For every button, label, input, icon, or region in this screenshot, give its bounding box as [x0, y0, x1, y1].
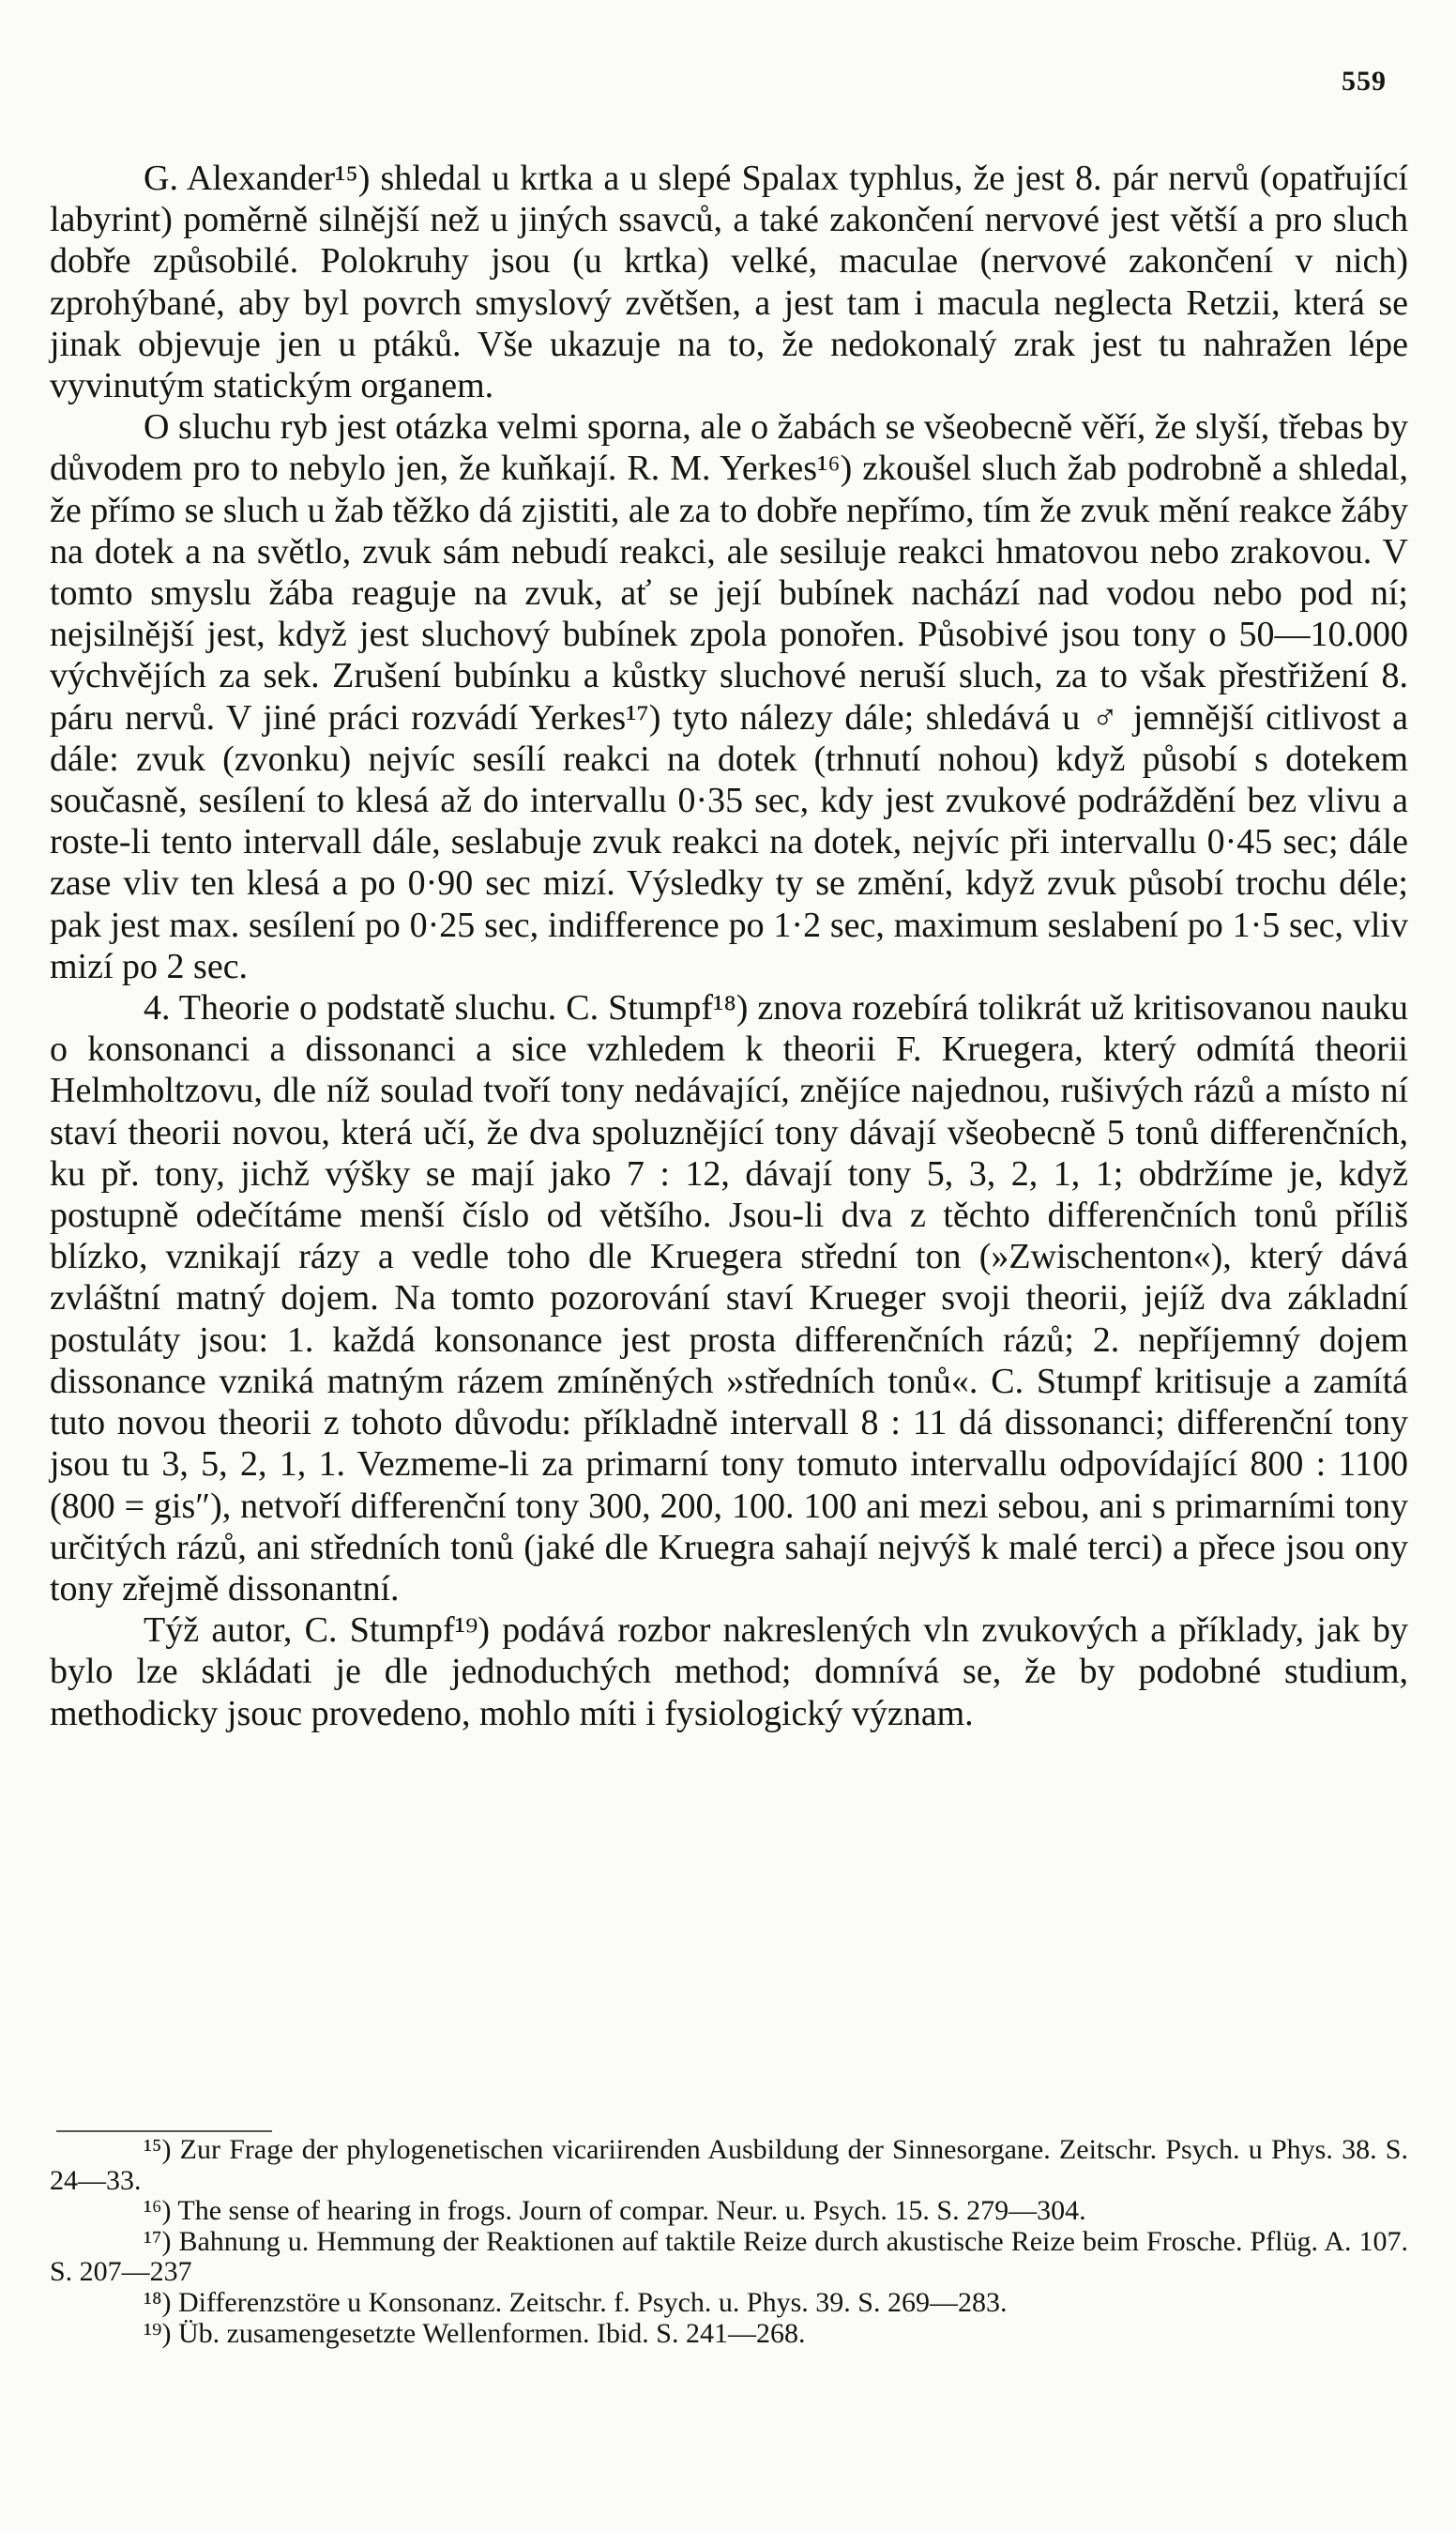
paragraph-stumpf-waves: Týž autor, C. Stumpf¹⁹) podává rozbor nakreslených vln zvukových a příklady, jak by bylo lze skládati je dle jednoduchých method; domnívá se, že by podobné studium, methodicky jsouc provedeno, mohlo míti i fysiologický význam.: [50, 1610, 1408, 1733]
footnote-15: ¹⁵) Zur Frage der phylogenetischen vicariirenden Ausbildung der Sinnesorgane. Zeitschr. Psych. u Phys. 38. S. 24—33.: [50, 2134, 1408, 2196]
body-text: [50, 158, 1408, 1734]
page-number: 559: [1342, 66, 1387, 97]
footnote-16: ¹⁶) The sense of hearing in frogs. Journ of compar. Neur. u. Psych. 15. S. 279—304.: [144, 2195, 1086, 2227]
footnote-17: ¹⁷) Bahnung u. Hemmung der Reaktionen auf taktile Reize durch akustische Reize beim Frosche. Pflüg. A. 107. S. 207—237: [50, 2225, 1408, 2288]
paragraph-hearing-theory: 4. Theorie o podstatě sluchu. C. Stumpf¹⁸) znova rozebírá tolikrát už kritisovanou nauku o konsonanci a dissonanci a sice vzhledem k theorii F. Kruegera, který odmítá theorii Helmholtzovu, dle níž soulad tvoří tony nedávající, znějíce najednou, rušivých rázů a místo ní staví theorii novou, která učí, že dva spoluznějící tony dávají všeobecně 5 tonů differenčních, ku př. tony, jichž výšky se mají jako 7 : 12, dávají tony 5, 3, 2, 1, 1; obdržíme je, když postupně odečítáme menší číslo od většího. Jsou-li dva z těchto differenčních tonů příliš blízko, vznikají rázy a vedle toho dle Kruegera střední ton (»Zwischenton«), který dává zvláštní matný dojem. Na tomto pozorování staví Krueger svoji theorii, jejíž dva základní postuláty jsou: 1. každá konsonance jest prosta differenčních rázů; 2. nepříjemný dojem dissonance vzniká matným rázem zmíněných »středních tonů«. C. Stumpf kritisuje a zamítá tuto novou theorii z tohoto důvodu: příkladně intervall 8 : 11 dá dissonanci; differenční tony jsou tu 3, 5, 2, 1, 1. Vezmeme-li za primarní tony tomuto intervallu odpovídající 800 : 1100 (800 = gis″), netvoří differenční tony 300, 200, 100. 100 ani mezi sebou, ani s primarními tony určitých rázů, ani středních tonů (jaké dle Kruegra sahají nejvýš k malé terci) a přece jsou ony tony zřejmě dissonantní.: [50, 988, 1408, 1609]
paragraph-alexander: G. Alexander¹⁵) shledal u krtka a u slepé Spalax typhlus, že jest 8. pár nervů (opatřující labyrint) poměrně silnější než u jiných ssavců, a také zakončení nervové jest větší a pro sluch dobře způsobilé. Polokruhy jsou (u krtka) velké, maculae (nervové zakončení v nich) zprohýbané, aby byl povrch smyslový zvětšen, a jest tam i macula neglecta Retzii, která se jinak objevuje jen u ptáků. Vše ukazuje na to, že nedokonalý zrak jest tu nahražen lépe vyvinutým statickým organem.: [50, 159, 1408, 406]
footnote-divider: [56, 2130, 272, 2132]
paragraph-frog-hearing: O sluchu ryb jest otázka velmi sporna, ale o žabách se všeobecně věří, že slyší, třebas by důvodem pro to nebylo jen, že kuňkají. R. M. Yerkes¹⁶) zkoušel sluch žab podrobně a shledal, že přímo se sluch u žab těžko dá zjistiti, ale za to dobře nepřímo, tím že zvuk mění reakce žáby na dotek a na světlo, zvuk sám nebudí reakci, ale sesiluje reakci hmatovou nebo zrakovou. V tomto smyslu žába reaguje na zvuk, ať se její bubínek nachází nad vodou nebo pod ní; nejsilnější jest, když jest sluchový bubínek zpola ponořen. Působivé jsou tony o 50—10.000 výchvějích za sek. Zrušení bubínku a kůstky sluchové neruší sluch, za to však přestřižení 8. páru nervů. V jiné práci rozvádí Yerkes¹⁷) tyto nálezy dále; shledává u ♂ jemnější citlivost a dále: zvuk (zvonku) nejvíc sesílí reakci na dotek (trhnutí nohou) když působí s dotekem současně, sesílení to klesá až do intervallu 0·35 sec, kdy jest zvukové podráždění bez vlivu a roste-li tento intervall dále, seslabuje zvuk reakci na dotek, nejvíc při intervallu 0·45 sec; dále zase vliv ten klesá a po 0·90 sec mizí. Výsledky ty se změní, když zvuk působí trochu déle; pak jest max. sesílení po 0·25 sec, indifference po 1·2 sec, maximum seslabení po 1·5 sec, vliv mizí po 2 sec.: [50, 407, 1408, 986]
footnote-19: ¹⁹) Üb. zusamengesetzte Wellenformen. Ibid. S. 241—268.: [144, 2317, 806, 2349]
footnote-18: ¹⁸) Differenzstöre u Konsonanz. Zeitschr. f. Psych. u. Phys. 39. S. 269—283.: [144, 2286, 1008, 2318]
footnotes: [50, 2135, 1408, 2349]
